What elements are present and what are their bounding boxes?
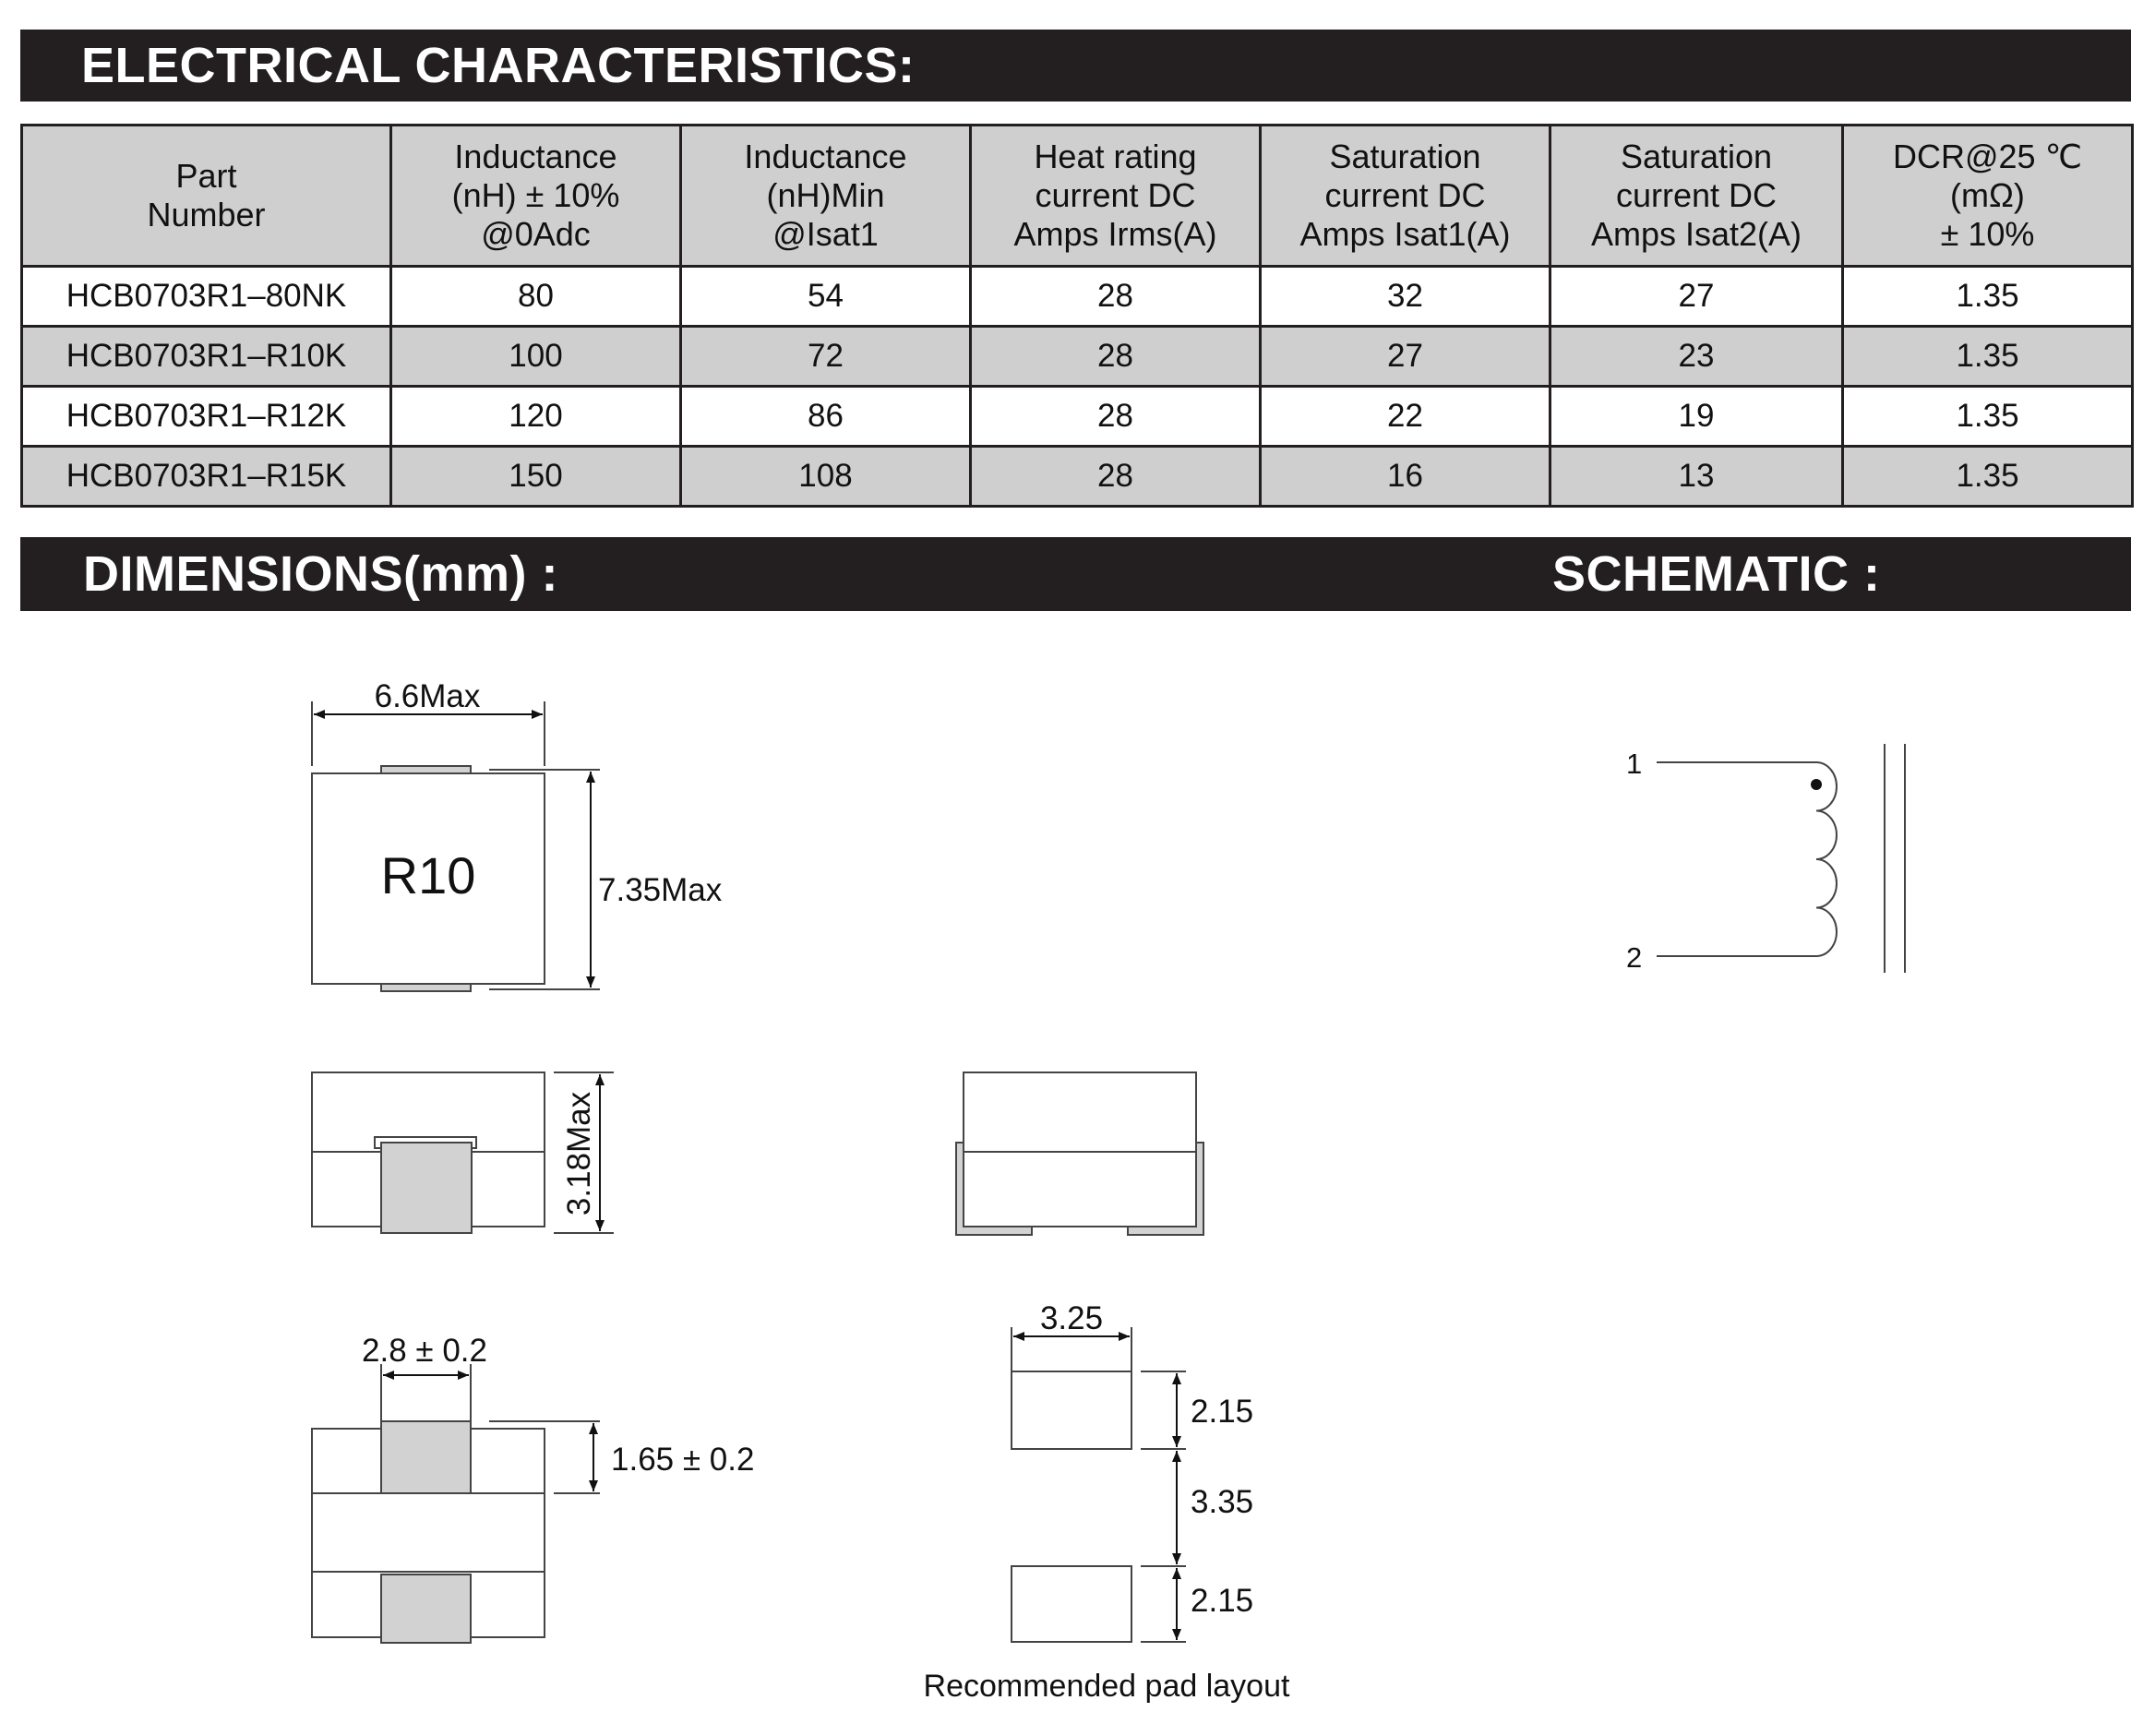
cell-heat-current: 28 (971, 267, 1261, 327)
cell-isat1: 27 (1261, 327, 1550, 387)
bottom-view-drawing (312, 1364, 600, 1643)
pin-2-label: 2 (1626, 941, 1643, 974)
pad-layout-caption: Recommended pad layout (923, 1669, 1290, 1704)
cell-inductance-min: 86 (681, 387, 971, 447)
cell-heat-current: 28 (971, 387, 1261, 447)
cell-inductance-min: 108 (681, 447, 971, 507)
header-saturation-current-2: Saturation current DC Amps Isat2(A) (1550, 126, 1843, 267)
cell-isat2: 19 (1550, 387, 1843, 447)
terminal-length-label: 1.65 ± 0.2 (611, 1442, 755, 1478)
cell-dcr: 1.35 (1843, 387, 2133, 447)
electrical-characteristics-title: ELECTRICAL CHARACTERISTICS: (81, 38, 916, 93)
cell-inductance-nominal: 100 (391, 327, 681, 387)
width-label: 6.6Max (374, 678, 481, 714)
header-dcr: DCR@25 ℃ (mΩ) ± 10% (1843, 126, 2133, 267)
header-inductance-min: Inductance (nH)Min @Isat1 (681, 126, 971, 267)
cell-isat1: 16 (1261, 447, 1550, 507)
cell-part-number: HCB0703R1–R12K (22, 387, 391, 447)
header-heat-rating-current: Heat rating current DC Amps Irms(A) (971, 126, 1261, 267)
cell-isat2: 13 (1550, 447, 1843, 507)
schematic-title: SCHEMATIC : (1552, 546, 1881, 602)
header-part-number: Part Number (22, 126, 391, 267)
dimensions-title: DIMENSIONS(mm) : (83, 546, 559, 602)
cell-inductance-nominal: 80 (391, 267, 681, 327)
cell-isat1: 32 (1261, 267, 1550, 327)
cell-inductance-nominal: 120 (391, 387, 681, 447)
cell-part-number: HCB0703R1–80NK (22, 267, 391, 327)
cell-heat-current: 28 (971, 327, 1261, 387)
pin-1-label: 1 (1626, 748, 1643, 780)
cell-inductance-min: 72 (681, 327, 971, 387)
front-view-drawing (956, 1072, 1203, 1235)
length-label: 7.35Max (598, 872, 723, 908)
cell-isat2: 23 (1550, 327, 1843, 387)
height-label: 3.18Max (561, 1091, 597, 1216)
cell-dcr: 1.35 (1843, 327, 2133, 387)
cell-isat1: 22 (1261, 387, 1550, 447)
cell-inductance-nominal: 150 (391, 447, 681, 507)
pad-layout-drawing (1012, 1327, 1186, 1642)
cell-heat-current: 28 (971, 447, 1261, 507)
cell-part-number: HCB0703R1–R10K (22, 327, 391, 387)
cell-isat2: 27 (1550, 267, 1843, 327)
pad-gap-label: 3.35 (1191, 1484, 1254, 1520)
header-inductance-nominal: Inductance (nH) ± 10% @0Adc (391, 126, 681, 267)
cell-inductance-min: 54 (681, 267, 971, 327)
schematic-diagram (1657, 744, 1905, 973)
cell-part-number: HCB0703R1–R15K (22, 447, 391, 507)
pad-height-top-label: 2.15 (1191, 1394, 1254, 1430)
cell-dcr: 1.35 (1843, 447, 2133, 507)
header-saturation-current-1: Saturation current DC Amps Isat1(A) (1261, 126, 1550, 267)
polarity-dot (1811, 779, 1822, 790)
terminal-width-label: 2.8 ± 0.2 (362, 1333, 487, 1369)
pad-width-label: 3.25 (1039, 1300, 1104, 1336)
cell-dcr: 1.35 (1843, 267, 2133, 327)
pad-height-bottom-label: 2.15 (1191, 1583, 1254, 1619)
top-view-marking: R10 (380, 846, 476, 904)
